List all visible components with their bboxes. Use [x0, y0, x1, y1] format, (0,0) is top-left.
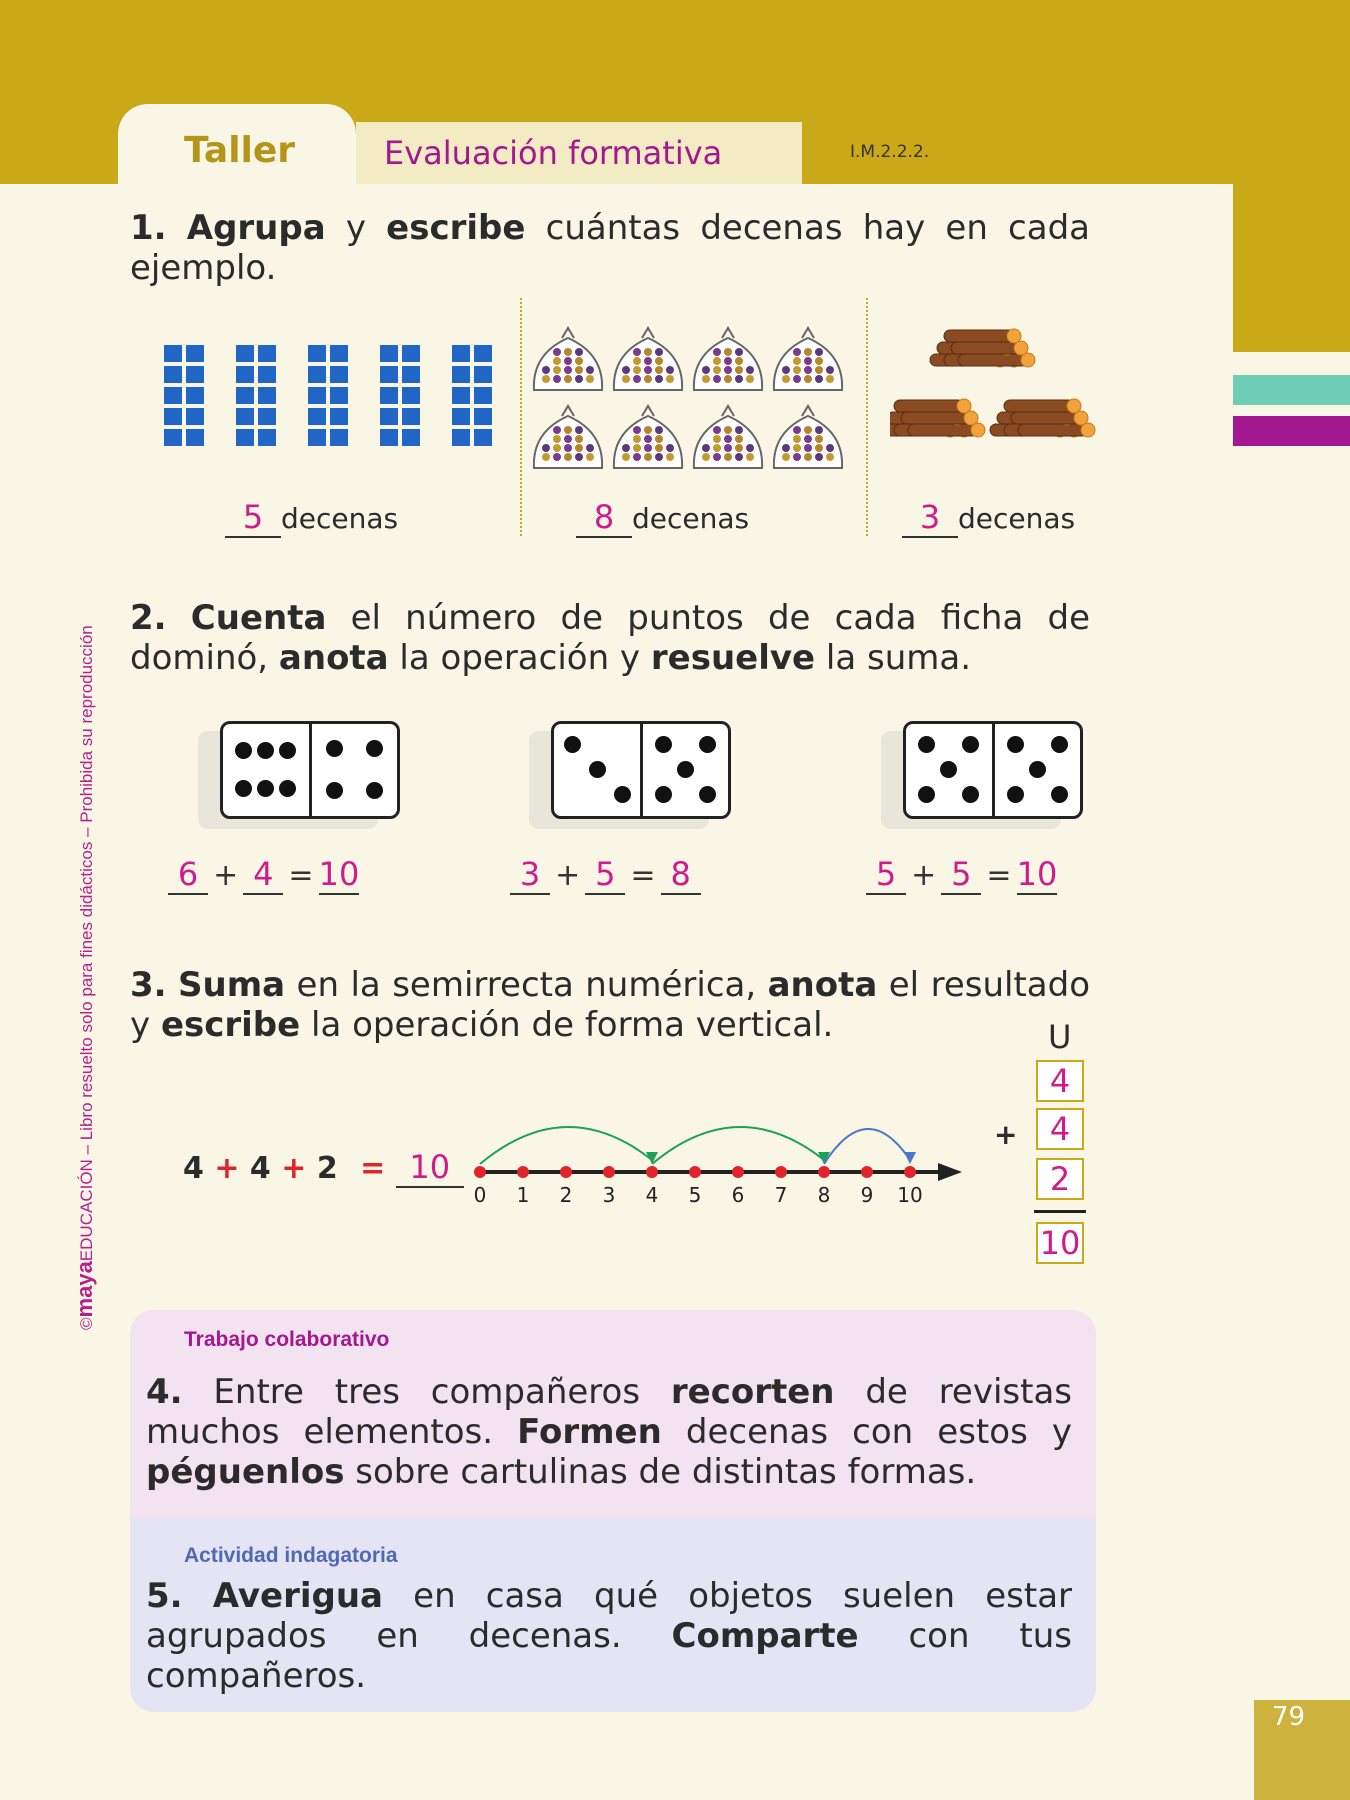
q2-number: 2. [130, 598, 167, 638]
tick-label: 2 [559, 1183, 573, 1207]
tick-label: 9 [860, 1183, 874, 1207]
jump-arc [652, 1127, 824, 1164]
side-note-text: EDUCACIÓN – Libro resuelto solo para fines didácticos – Prohibida su reproducción [77, 625, 96, 1262]
q1-answer-3 [902, 498, 1075, 538]
tick-label: 6 [731, 1183, 745, 1207]
number-line-point [689, 1166, 701, 1178]
tick-label: 0 [473, 1183, 487, 1207]
section-tab [356, 122, 802, 184]
marble-bag-icon [694, 406, 762, 468]
question-1 [130, 208, 1090, 288]
q5-number: 5. [146, 1576, 183, 1616]
domino-3-5 [551, 721, 731, 819]
addend-b: 5 [941, 855, 981, 895]
curriculum-code: I.M.2.2.2. [850, 142, 930, 162]
equals-sign: = [288, 858, 314, 893]
tick-label: 7 [774, 1183, 788, 1207]
unit-label: decenas [632, 502, 750, 535]
copyright-symbol: © [77, 1317, 96, 1330]
brand-logo: maya [72, 1261, 97, 1318]
q3-bold-3: escribe [160, 1005, 301, 1045]
number-line-point [517, 1166, 529, 1178]
addend-a: 3 [510, 855, 550, 895]
q2-text-1: el número de puntos de cada ficha de dominó, [130, 598, 1090, 678]
marble-bag-icon [614, 328, 682, 390]
q2-bold-1: Cuenta [190, 598, 327, 638]
q4-text-4: sobre cartulinas de distintas formas. [344, 1452, 977, 1492]
jump-arc [824, 1129, 910, 1164]
teal-stripe [1233, 375, 1350, 405]
q2-bold-3: resuelve [650, 638, 816, 678]
number-line-point [904, 1166, 916, 1178]
question-3 [130, 965, 1090, 1045]
answer-blank: 5 [225, 498, 281, 538]
taller-tab [118, 104, 356, 188]
vertical-digit-2: 4 [1036, 1108, 1084, 1150]
tick-label: 3 [602, 1183, 616, 1207]
marble-bags-illustration [530, 320, 850, 470]
marble-bag-icon [694, 328, 762, 390]
plus-sign: + [214, 1151, 240, 1186]
marble-bag-icon [534, 406, 602, 468]
arrowhead-icon [904, 1152, 916, 1164]
q1-text-1: y [325, 208, 387, 248]
q3-text-2: el resultado y [130, 965, 1090, 1045]
domino-equation-1 [168, 855, 408, 895]
vertical-digit-1: 4 [1036, 1060, 1084, 1102]
sum-result: 8 [661, 855, 701, 895]
section-label: Evaluación formativa [384, 134, 723, 172]
side-copyright [72, 625, 98, 1330]
domino-equation-2 [510, 855, 750, 895]
q2-text-2: la operación y [388, 638, 651, 678]
plus-sign: + [911, 858, 937, 893]
addend-b: 4 [243, 855, 283, 895]
number-line [460, 1090, 980, 1210]
q3-text-3: la operación de forma vertical. [300, 1005, 834, 1045]
separator-1 [520, 298, 522, 536]
domino-equation-3 [866, 855, 1106, 895]
log-bundles-illustration [890, 310, 1110, 460]
blue-blocks-icon [164, 345, 504, 450]
vertical-digit-3: 2 [1036, 1158, 1084, 1200]
q3-text-1: en la semirrecta numérica, [285, 965, 768, 1005]
q2-text-3: la suma. [815, 638, 972, 678]
number-line-point [474, 1166, 486, 1178]
q5-text-1: en casa qué objetos suelen estar agrupados en decenas. [146, 1576, 1073, 1656]
magenta-stripe [1233, 416, 1350, 446]
vertical-result: 10 [1036, 1222, 1084, 1264]
term-a: 4 [183, 1151, 204, 1186]
plus-sign: + [213, 858, 239, 893]
number-line-point [818, 1166, 830, 1178]
addend-a: 5 [866, 855, 906, 895]
unit-label: decenas [958, 502, 1076, 535]
addend-a: 6 [168, 855, 208, 895]
tick-label: 4 [645, 1183, 659, 1207]
plus-sign: + [555, 858, 581, 893]
equals-sign: = [360, 1151, 386, 1186]
question-2 [130, 598, 1090, 678]
q4-bold-2: Formen [517, 1412, 662, 1452]
tick-label: 8 [817, 1183, 831, 1207]
q5-bold-1: Averigua [212, 1576, 383, 1616]
q1-number: 1. [130, 208, 167, 248]
term-c: 2 [316, 1151, 338, 1186]
separator-2 [866, 298, 868, 536]
jump-arc [480, 1127, 652, 1164]
sum-bar [1034, 1210, 1086, 1213]
log-bundle-icon [990, 399, 1095, 437]
vertical-plus: + [994, 1118, 1018, 1151]
answer-blank: 3 [902, 498, 958, 538]
sum-result: 10 [1016, 855, 1058, 893]
tick-label: 10 [897, 1183, 923, 1207]
marble-bag-icon [530, 320, 850, 470]
plus-sign: + [281, 1151, 307, 1186]
taller-label: Taller [184, 130, 296, 171]
q5-text-2: con tus compañeros. [146, 1616, 1072, 1696]
ten-rods-illustration [164, 345, 504, 450]
marble-bag-icon [774, 406, 842, 468]
equals-sign: = [986, 858, 1012, 893]
tick-label: 5 [688, 1183, 702, 1207]
q4-text-2: de revistas muchos elementos. [146, 1372, 1072, 1452]
addend-b: 5 [585, 855, 625, 895]
q1-text-2: cuántas decenas hay en cada ejemplo. [130, 208, 1090, 288]
question-4 [146, 1372, 1072, 1492]
q1-answer-1 [225, 498, 398, 538]
q4-bold-3: péguenlos [146, 1452, 345, 1492]
q1-bold-2: escribe [386, 208, 526, 248]
number-line-point [646, 1166, 658, 1178]
q3-bold-2: anota [767, 965, 878, 1005]
number-line-point [861, 1166, 873, 1178]
marble-bag-icon [614, 406, 682, 468]
q3-number: 3. [130, 965, 167, 1005]
number-line-point [603, 1166, 615, 1178]
units-header: U [1048, 1018, 1072, 1056]
marble-bag-icon [774, 328, 842, 390]
number-line-point [560, 1166, 572, 1178]
log-bundle-icon [930, 329, 1035, 367]
log-bundle-icon [890, 310, 1110, 460]
q5-bold-2: Comparte [671, 1616, 859, 1656]
q4-text-3: decenas con estos y [661, 1412, 1072, 1452]
question-5 [146, 1576, 1072, 1696]
inquiry-label: Actividad indagatoria [184, 1544, 398, 1567]
q1-answer-2 [576, 498, 749, 538]
q3-bold-1: Suma [178, 965, 286, 1005]
q1-bold-1: Agrupa [186, 208, 326, 248]
number-line-point [775, 1166, 787, 1178]
term-b: 4 [249, 1151, 271, 1186]
log-bundle-icon [890, 399, 985, 437]
unit-label: decenas [281, 502, 399, 535]
collaborative-label: Trabajo colaborativo [184, 1328, 390, 1351]
q2-bold-2: anota [278, 638, 389, 678]
right-band [1233, 0, 1350, 352]
marble-bag-icon [534, 328, 602, 390]
domino-6-4 [220, 721, 400, 819]
q4-bold-1: recorten [670, 1372, 835, 1412]
answer-blank: 8 [576, 498, 632, 538]
tick-label: 1 [516, 1183, 530, 1207]
page-number: 79 [1272, 1702, 1306, 1732]
number-line-point [732, 1166, 744, 1178]
expression-result: 10 [396, 1148, 464, 1188]
equals-sign: = [630, 858, 656, 893]
addition-expression [183, 1148, 464, 1188]
domino-5-5 [903, 721, 1083, 819]
sum-result: 10 [318, 855, 360, 893]
q4-text-1: Entre tres compañeros [213, 1372, 671, 1412]
q4-number: 4. [146, 1372, 183, 1412]
